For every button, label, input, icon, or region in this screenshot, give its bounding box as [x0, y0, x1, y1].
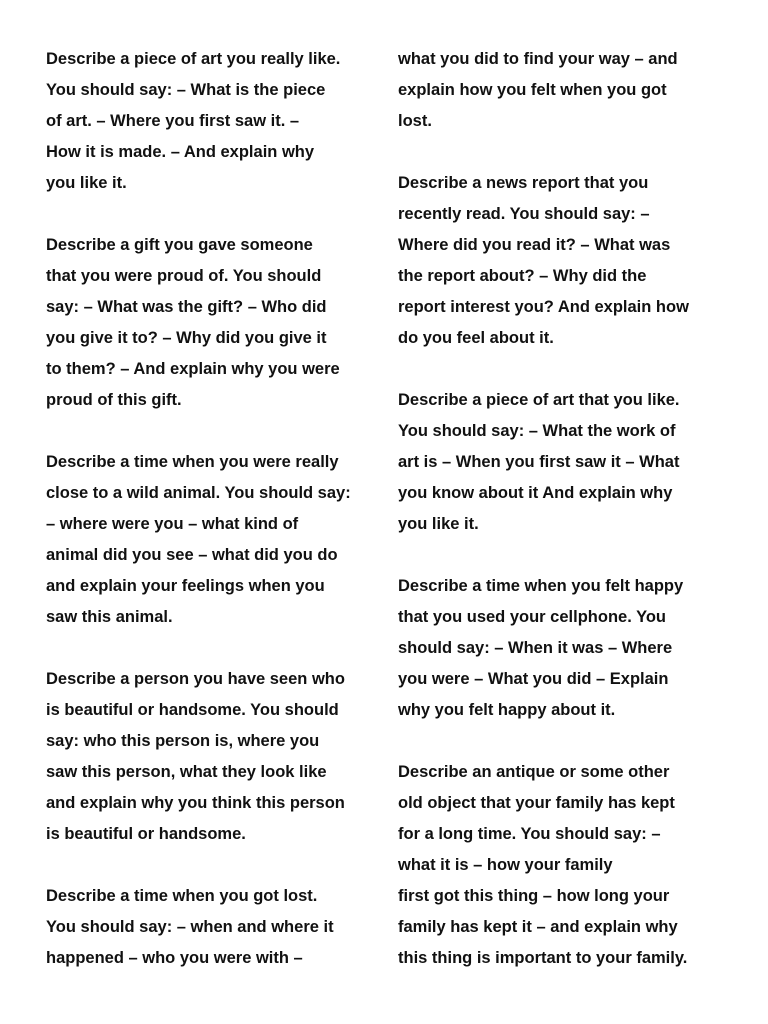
text-line: to them? – And explain why you were — [46, 360, 340, 378]
text-line: is beautiful or handsome. You should — [46, 701, 339, 719]
paragraph-got-lost-continued — [398, 44, 728, 137]
paragraph-antique — [398, 757, 728, 974]
paragraph-gap — [46, 633, 381, 664]
paragraph-got-lost — [46, 881, 381, 974]
text-line: that you were proud of. You should — [46, 267, 322, 285]
text-line: art is – When you first saw it – What — [398, 453, 680, 471]
text-line: say: who this person is, where you — [46, 732, 320, 750]
text-line: Where did you read it? – What was — [398, 236, 671, 254]
text-line: you were – What you did – Explain — [398, 670, 669, 688]
text-line: Describe a person you have seen who — [46, 670, 345, 688]
text-line: explain how you felt when you got — [398, 81, 667, 99]
text-line: should say: – When it was – Where — [398, 639, 673, 657]
paragraph-news-report — [398, 168, 728, 354]
text-line: You should say: – What is the piece — [46, 81, 326, 99]
text-line: and explain why you think this person — [46, 794, 345, 812]
paragraph-gap — [46, 850, 381, 881]
text-line: animal did you see – what did you do — [46, 546, 338, 564]
text-line: you like it. — [398, 515, 479, 533]
text-line: this thing is important to your family. — [398, 949, 688, 967]
text-line: recently read. You should say: – — [398, 205, 650, 223]
paragraph-wild-animal — [46, 447, 381, 633]
text-line: of art. – Where you first saw it. – — [46, 112, 300, 130]
text-line: lost. — [398, 112, 432, 130]
text-line: Describe a time when you felt happy — [398, 577, 684, 595]
text-line: You should say: – What the work of — [398, 422, 676, 440]
text-line: do you feel about it. — [398, 329, 554, 347]
text-line: Describe a time when you were really — [46, 453, 339, 471]
text-line: you know about it And explain why — [398, 484, 673, 502]
text-line: for a long time. You should say: – — [398, 825, 661, 843]
paragraph-art-really-like — [46, 44, 381, 199]
text-line: and explain your feelings when you — [46, 577, 325, 595]
text-line: saw this animal. — [46, 608, 173, 626]
text-line: Describe a time when you got lost. — [46, 887, 318, 905]
paragraph-art-like — [398, 385, 728, 540]
text-line: close to a wild animal. You should say: — [46, 484, 351, 502]
text-line: Describe a news report that you — [398, 174, 649, 192]
paragraph-gap — [46, 416, 381, 447]
paragraph-cellphone — [398, 571, 728, 726]
text-line: what you did to find your way – and — [398, 50, 678, 68]
text-line: saw this person, what they look like — [46, 763, 327, 781]
text-line: How it is made. – And explain why — [46, 143, 315, 161]
paragraph-gap — [398, 137, 728, 168]
paragraph-gap — [46, 199, 381, 230]
text-line: report interest you? And explain how — [398, 298, 689, 316]
text-line: that you used your cellphone. You — [398, 608, 667, 626]
paragraph-gap — [398, 354, 728, 385]
text-line: You should say: – when and where it — [46, 918, 334, 936]
paragraph-beautiful-person — [46, 664, 381, 850]
text-line: what it is – how your family — [398, 856, 613, 874]
text-line: you like it. — [46, 174, 127, 192]
text-line: – where were you – what kind of — [46, 515, 299, 533]
left-column — [46, 44, 381, 974]
text-line: happened – who you were with – — [46, 949, 303, 967]
paragraph-gap — [398, 540, 728, 571]
text-line: Describe a gift you gave someone — [46, 236, 313, 254]
text-line: is beautiful or handsome. — [46, 825, 246, 843]
paragraph-gap — [398, 726, 728, 757]
text-line: Describe a piece of art you really like. — [46, 50, 341, 68]
paragraph-gift — [46, 230, 381, 416]
text-line: family has kept it – and explain why — [398, 918, 678, 936]
text-line: Describe an antique or some other — [398, 763, 670, 781]
text-line: proud of this gift. — [46, 391, 182, 409]
text-line: old object that your family has kept — [398, 794, 675, 812]
text-line: first got this thing – how long your — [398, 887, 670, 905]
text-line: the report about? – Why did the — [398, 267, 647, 285]
text-line: you give it to? – Why did you give it — [46, 329, 327, 347]
text-line: say: – What was the gift? – Who did — [46, 298, 327, 316]
text-line: why you felt happy about it. — [398, 701, 616, 719]
right-column — [398, 44, 728, 974]
text-line: Describe a piece of art that you like. — [398, 391, 680, 409]
